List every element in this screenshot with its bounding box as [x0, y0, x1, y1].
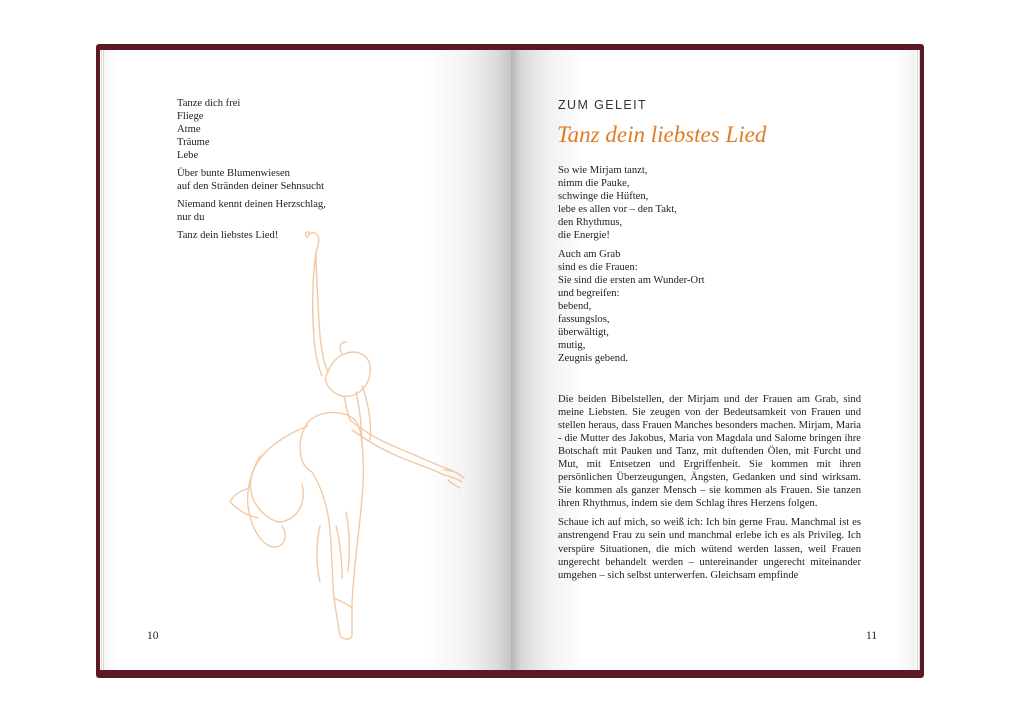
- poem-line: mutig,: [558, 340, 586, 351]
- poem-line: bebend,: [558, 301, 592, 312]
- poem-line: überwältigt,: [558, 327, 609, 338]
- poem-stanza: [177, 97, 417, 162]
- page-number-right: 11: [866, 630, 878, 642]
- poem-line: sind es die Frauen:: [558, 262, 638, 273]
- right-poem: [558, 164, 858, 371]
- poem-line: Zeugnis gebend.: [558, 353, 629, 364]
- poem-line: Lebe: [177, 150, 199, 161]
- poem-line: nur du: [177, 212, 205, 223]
- left-page: [104, 50, 511, 670]
- poem-line: Niemand kennt deinen Herzschlag,: [177, 199, 326, 210]
- body-text: [558, 393, 861, 588]
- poem-stanza: [177, 198, 417, 224]
- dancer-illustration-icon: [212, 226, 482, 646]
- poem-line: Atme: [177, 124, 201, 135]
- chapter-eyebrow: ZUM GELEIT: [558, 98, 648, 112]
- poem-line: Auch am Grab: [558, 249, 621, 260]
- poem-stanza: [177, 167, 417, 193]
- body-paragraph: Schaue ich auf mich, so weiß ich: Ich bin gerne Frau. Manchmal ist es anstrengend Frau zu sein und manchmal erlebe ich es als Privileg. Ich verspüre Situationen, die mich wütend werden lassen, weil Frauen ungerecht behandelt werden – untereinander ungerecht miteinander umgehen – sich selbst unterwerfen. Gleichsam empfinde: [558, 517, 861, 581]
- poem-line: So wie Mirjam tanzt,: [558, 165, 648, 176]
- poem-line: und begreifen:: [558, 288, 620, 299]
- poem-line: nimm die Pauke,: [558, 178, 630, 189]
- left-poem: [177, 97, 417, 247]
- poem-line: die Energie!: [558, 230, 610, 241]
- poem-line: Sie sind die ersten am Wunder-Ort: [558, 275, 705, 286]
- poem-line: Tanz dein liebstes Lied!: [177, 230, 279, 241]
- poem-line: auf den Stränden deiner Sehnsucht: [177, 181, 325, 192]
- poem-line: Träume: [177, 137, 210, 148]
- poem-line: fassungslos,: [558, 314, 610, 325]
- poem-stanza: [558, 164, 858, 242]
- poem-line: Über bunte Blumenwiesen: [177, 168, 290, 179]
- poem-stanza: [558, 248, 858, 365]
- right-page: [511, 50, 916, 670]
- poem-line: Tanze dich frei: [177, 98, 241, 109]
- poem-line: den Rhythmus,: [558, 217, 623, 228]
- poem-line: schwinge die Hüften,: [558, 191, 649, 202]
- page-number-left: 10: [147, 630, 159, 642]
- poem-line: lebe es allen vor – den Takt,: [558, 204, 677, 215]
- body-paragraph: Die beiden Bibelstellen, der Mirjam und der Frauen am Grab, sind meine Liebsten. Sie zeugen von der Bedeutsamkeit von Frauen und stellen heraus, dass Frauen Manches besonders machen. Mirjam, Maria - die Mutter des Jakobus, Maria von Magdala und Salome bringen ihre Botschaft mit Pauken und Tanz, mit duftenden Ölen, mit Furcht und Mut, mit Entsetzen und Ergriffenheit. Sie kommen mit ihren persönlichen Überzeugungen, Ängsten, Gedanken und sind wirksam. Sie kommen als ganzer Mensch – sie kommen als Frauen. Sie tanzen ihren Rhythmus, indem sie dem Schlag ihres Herzens folgen.: [558, 394, 861, 510]
- poem-line: Fliege: [177, 111, 204, 122]
- chapter-title: Tanz dein liebstes Lied: [557, 122, 767, 147]
